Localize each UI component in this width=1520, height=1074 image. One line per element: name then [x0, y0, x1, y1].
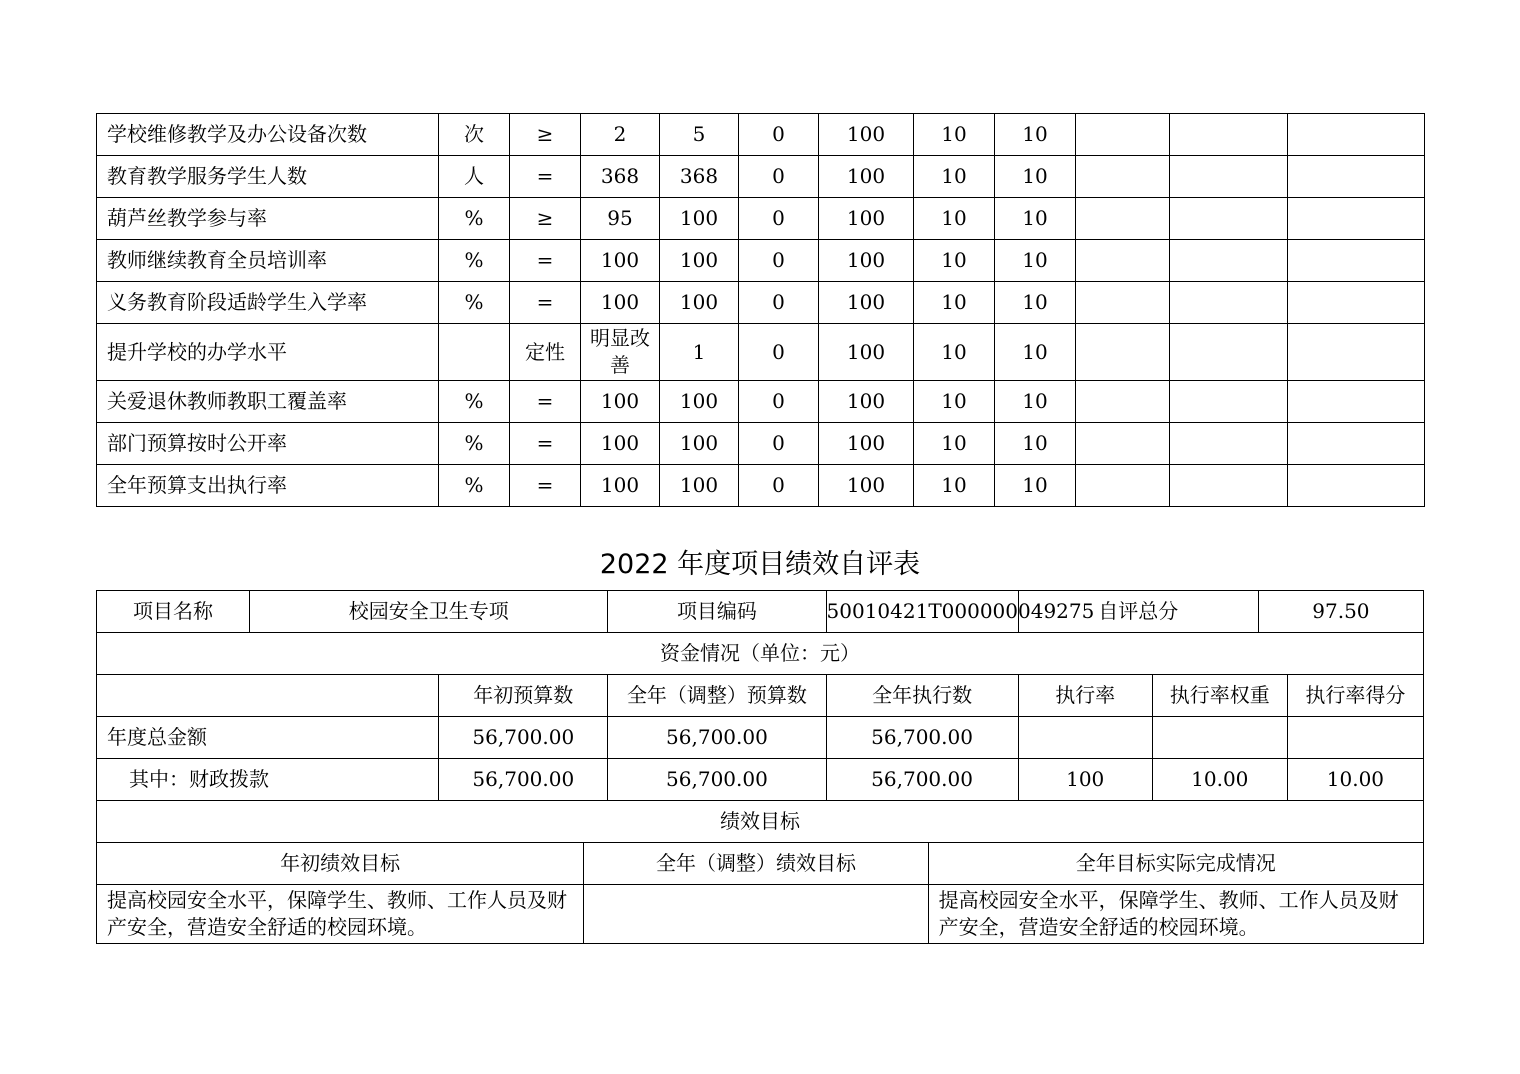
indicator-rate: 100: [819, 282, 914, 324]
fund-initial: 56,700.00: [439, 759, 608, 801]
indicator-actual: 100: [660, 282, 739, 324]
fund-executed: 56,700.00: [826, 759, 1018, 801]
indicator-score: 10: [995, 381, 1076, 423]
indicator-target: 100: [581, 465, 660, 507]
fund-col-rate: 执行率: [1018, 675, 1152, 717]
table-row: [97, 240, 1425, 282]
fund-initial: 56,700.00: [439, 717, 608, 759]
goal-columns-row: [97, 843, 1424, 885]
goal-initial-text: 提高校园安全水平，保障学生、教师、工作人员及财产安全，营造安全舒适的校园环境。: [97, 885, 584, 944]
empty-cell: [1288, 114, 1425, 156]
goal-actual-text: 提高校园安全水平，保障学生、教师、工作人员及财产安全，营造安全舒适的校园环境。: [928, 885, 1423, 944]
indicator-score: 10: [995, 198, 1076, 240]
indicator-operator: ≥: [510, 114, 581, 156]
empty-cell: [1076, 423, 1170, 465]
fund-adjusted: 56,700.00: [608, 759, 826, 801]
indicator-operator: =: [510, 381, 581, 423]
empty-cell: [1288, 282, 1425, 324]
indicator-weight: 10: [914, 381, 995, 423]
indicator-weight: 10: [914, 282, 995, 324]
indicator-rate: 100: [819, 156, 914, 198]
indicator-rate: 100: [819, 465, 914, 507]
funds-header: 资金情况（单位：元）: [97, 633, 1424, 675]
indicator-actual: 100: [660, 240, 739, 282]
indicator-deviation: 0: [739, 324, 819, 381]
indicator-target: 2: [581, 114, 660, 156]
table-row: [97, 198, 1425, 240]
empty-cell: [1076, 324, 1170, 381]
indicator-score: 10: [995, 324, 1076, 381]
indicator-name: 教育教学服务学生人数: [97, 156, 439, 198]
goal-col-adjusted: 全年（调整）绩效目标: [584, 843, 928, 885]
indicator-rate: 100: [819, 423, 914, 465]
fund-row-total: [97, 717, 1424, 759]
indicator-actual: 1: [660, 324, 739, 381]
indicator-unit: %: [439, 198, 510, 240]
empty-cell: [1288, 240, 1425, 282]
empty-cell: [1170, 465, 1288, 507]
indicator-target: 明显改善: [581, 324, 660, 381]
indicator-operator: ≥: [510, 198, 581, 240]
indicator-table: [96, 113, 1425, 507]
indicator-name: 提升学校的办学水平: [97, 324, 439, 381]
indicator-unit: %: [439, 423, 510, 465]
indicator-unit: [439, 324, 510, 381]
empty-cell: [1076, 156, 1170, 198]
empty-cell: [1170, 156, 1288, 198]
empty-cell: [1170, 381, 1288, 423]
indicator-operator: =: [510, 156, 581, 198]
indicator-name: 部门预算按时公开率: [97, 423, 439, 465]
fund-row-label: 年度总金额: [97, 717, 439, 759]
fund-score: 10.00: [1287, 759, 1423, 801]
indicator-target: 100: [581, 282, 660, 324]
indicator-operator: 定性: [510, 324, 581, 381]
indicator-name: 全年预算支出执行率: [97, 465, 439, 507]
indicator-name: 学校维修教学及办公设备次数: [97, 114, 439, 156]
indicator-rate: 100: [819, 240, 914, 282]
indicator-operator: =: [510, 282, 581, 324]
indicator-operator: =: [510, 465, 581, 507]
indicator-weight: 10: [914, 465, 995, 507]
indicator-actual: 100: [660, 198, 739, 240]
goals-header-row: [97, 801, 1424, 843]
indicator-deviation: 0: [739, 423, 819, 465]
empty-cell: [1170, 198, 1288, 240]
performance-eval-table: [96, 590, 1424, 944]
indicator-weight: 10: [914, 198, 995, 240]
indicator-weight: 10: [914, 114, 995, 156]
goal-adjusted-text: [584, 885, 928, 944]
total-score-label: 自评总分: [1018, 591, 1258, 633]
indicator-actual: 368: [660, 156, 739, 198]
indicator-unit: %: [439, 282, 510, 324]
indicator-rate: 100: [819, 381, 914, 423]
indicator-name: 义务教育阶段适龄学生入学率: [97, 282, 439, 324]
empty-cell: [1288, 324, 1425, 381]
indicator-deviation: 0: [739, 156, 819, 198]
indicator-actual: 5: [660, 114, 739, 156]
fund-col-blank: [97, 675, 439, 717]
indicator-weight: 10: [914, 423, 995, 465]
indicator-deviation: 0: [739, 240, 819, 282]
goal-content-row: [97, 885, 1424, 944]
indicator-actual: 100: [660, 381, 739, 423]
fund-rate: [1018, 717, 1152, 759]
indicator-name: 关爱退休教师教职工覆盖率: [97, 381, 439, 423]
indicator-target: 100: [581, 423, 660, 465]
table-row: [97, 381, 1425, 423]
goals-header: 绩效目标: [97, 801, 1424, 843]
indicator-target: 100: [581, 381, 660, 423]
empty-cell: [1170, 240, 1288, 282]
project-code-value: 50010421T000000049275: [826, 591, 1018, 633]
empty-cell: [1076, 381, 1170, 423]
fund-col-score: 执行率得分: [1287, 675, 1423, 717]
total-score-value: 97.50: [1258, 591, 1423, 633]
indicator-name: 教师继续教育全员培训率: [97, 240, 439, 282]
empty-cell: [1288, 423, 1425, 465]
fund-score: [1287, 717, 1423, 759]
indicator-actual: 100: [660, 465, 739, 507]
indicator-deviation: 0: [739, 465, 819, 507]
indicator-deviation: 0: [739, 282, 819, 324]
table-title: 2022 年度项目绩效自评表: [599, 549, 921, 580]
indicator-rate: 100: [819, 324, 914, 381]
fund-weight: 10.00: [1152, 759, 1287, 801]
indicator-target: 95: [581, 198, 660, 240]
funds-header-row: [97, 633, 1424, 675]
empty-cell: [1076, 282, 1170, 324]
indicator-unit: 次: [439, 114, 510, 156]
empty-cell: [1170, 114, 1288, 156]
indicator-weight: 10: [914, 156, 995, 198]
indicator-operator: =: [510, 240, 581, 282]
indicator-score: 10: [995, 282, 1076, 324]
fund-adjusted: 56,700.00: [608, 717, 826, 759]
project-name-value: 校园安全卫生专项: [250, 591, 608, 633]
indicator-operator: =: [510, 423, 581, 465]
empty-cell: [1076, 114, 1170, 156]
table-row: [97, 423, 1425, 465]
indicator-rate: 100: [819, 114, 914, 156]
indicator-unit: %: [439, 240, 510, 282]
fund-col-weight: 执行率权重: [1152, 675, 1287, 717]
indicator-unit: %: [439, 465, 510, 507]
goal-col-initial: 年初绩效目标: [97, 843, 584, 885]
empty-cell: [1076, 240, 1170, 282]
empty-cell: [1076, 465, 1170, 507]
table-row: [97, 282, 1425, 324]
fund-row-fiscal: [97, 759, 1424, 801]
table-row: [97, 156, 1425, 198]
empty-cell: [1076, 198, 1170, 240]
fund-rate: 100: [1018, 759, 1152, 801]
indicator-deviation: 0: [739, 198, 819, 240]
table-row: [97, 114, 1425, 156]
indicator-weight: 10: [914, 324, 995, 381]
fund-col-initial: 年初预算数: [439, 675, 608, 717]
indicator-deviation: 0: [739, 114, 819, 156]
indicator-weight: 10: [914, 240, 995, 282]
indicator-name: 葫芦丝教学参与率: [97, 198, 439, 240]
empty-cell: [1288, 465, 1425, 507]
table-row: [97, 465, 1425, 507]
fund-row-label: 其中：财政拨款: [97, 759, 439, 801]
indicator-target: 100: [581, 240, 660, 282]
empty-cell: [1170, 324, 1288, 381]
empty-cell: [1288, 198, 1425, 240]
table-row: [97, 324, 1425, 381]
empty-cell: [1288, 381, 1425, 423]
fund-executed: 56,700.00: [826, 717, 1018, 759]
indicator-score: 10: [995, 156, 1076, 198]
indicator-unit: %: [439, 381, 510, 423]
fund-weight: [1152, 717, 1287, 759]
fund-col-adjusted: 全年（调整）预算数: [608, 675, 826, 717]
fund-columns-row: [97, 675, 1424, 717]
project-name-label: 项目名称: [97, 591, 250, 633]
indicator-unit: 人: [439, 156, 510, 198]
empty-cell: [1170, 282, 1288, 324]
indicator-score: 10: [995, 423, 1076, 465]
goal-col-actual: 全年目标实际完成情况: [928, 843, 1423, 885]
project-info-row: [97, 591, 1424, 633]
indicator-score: 10: [995, 240, 1076, 282]
fund-col-executed: 全年执行数: [826, 675, 1018, 717]
indicator-score: 10: [995, 114, 1076, 156]
indicator-score: 10: [995, 465, 1076, 507]
indicator-deviation: 0: [739, 381, 819, 423]
empty-cell: [1170, 423, 1288, 465]
indicator-actual: 100: [660, 423, 739, 465]
empty-cell: [1288, 156, 1425, 198]
project-code-label: 项目编码: [608, 591, 826, 633]
indicator-rate: 100: [819, 198, 914, 240]
indicator-target: 368: [581, 156, 660, 198]
